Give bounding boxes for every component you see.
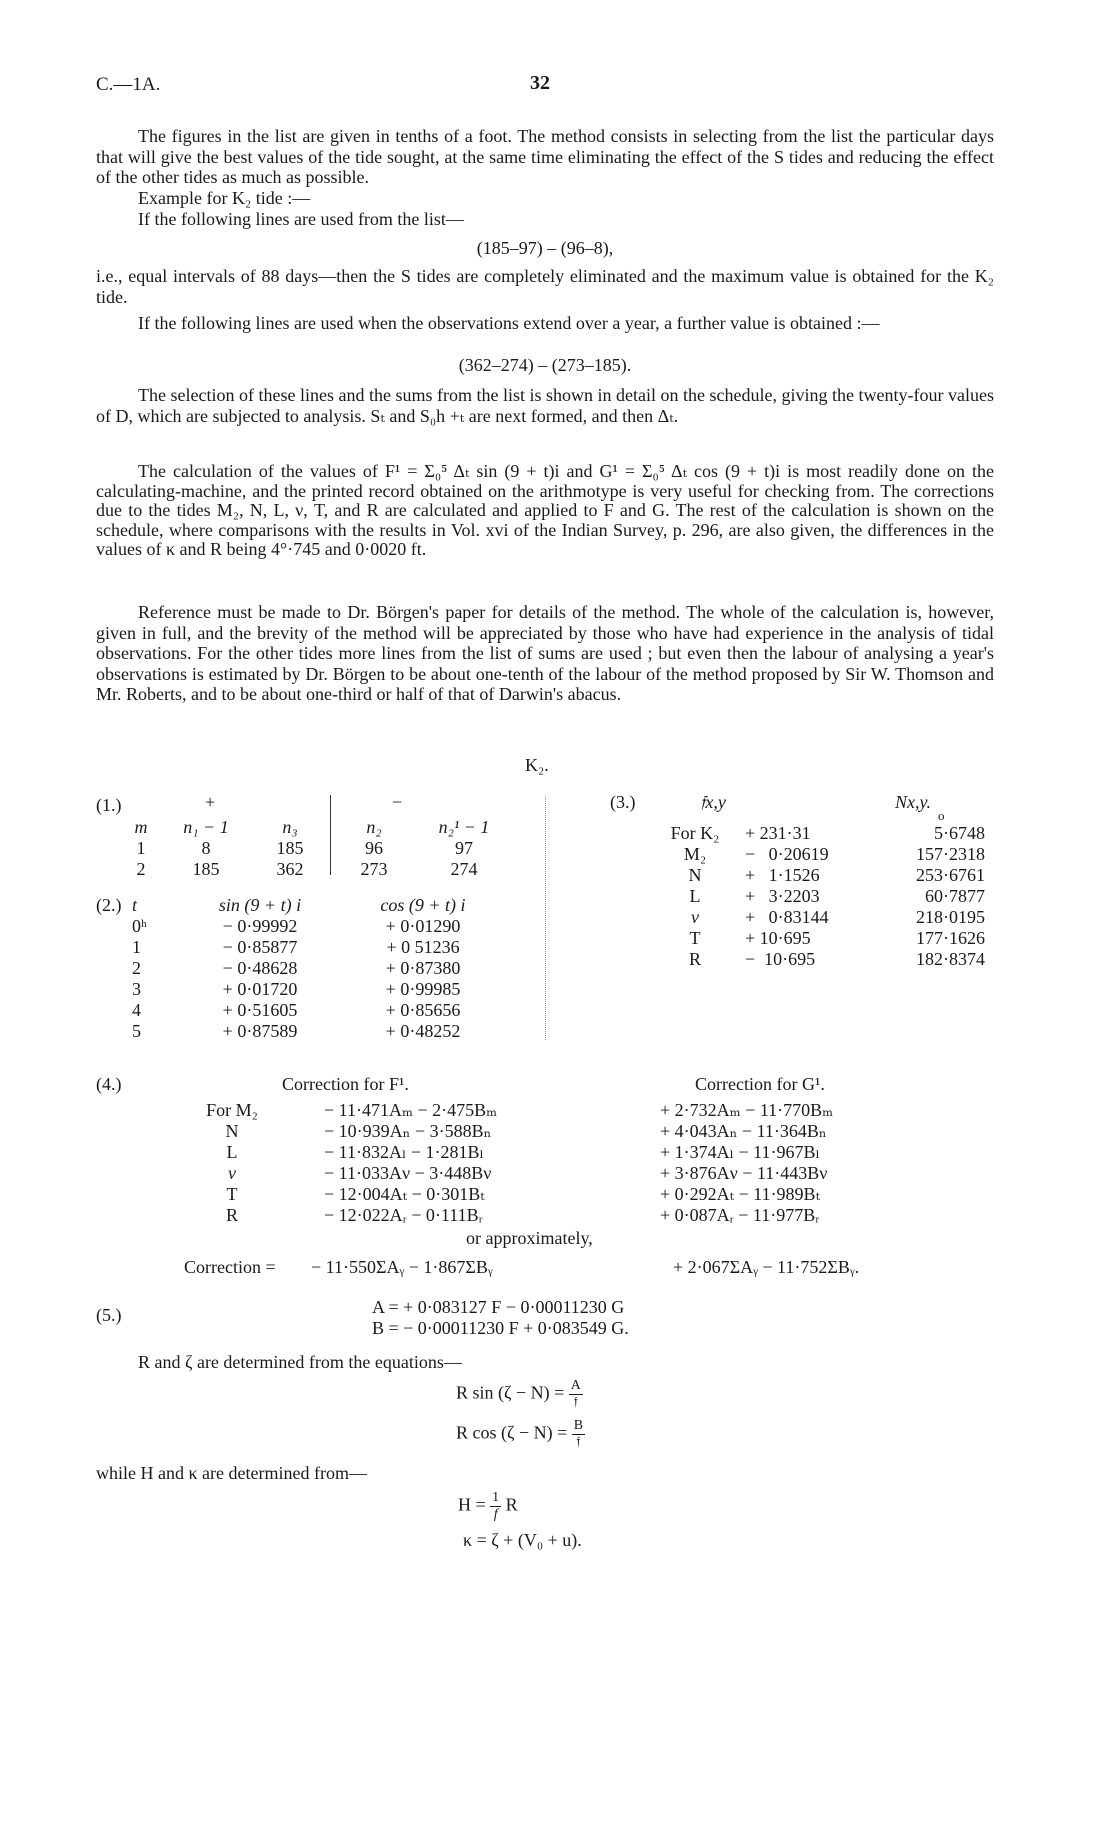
table-cell: − 0·48628: [222, 958, 298, 978]
section-4-table: [196, 1100, 920, 1226]
table-row: [645, 865, 985, 886]
header-n3: n₃: [282, 817, 298, 837]
table-cell: − 0·99992: [222, 916, 298, 936]
section-3-number: (3.): [610, 792, 636, 812]
r-cos-fraction: [572, 1418, 585, 1451]
table-row: [196, 1184, 920, 1205]
r-cos-denominator: 𝔣: [576, 1435, 581, 1450]
table-row: [132, 1000, 498, 1021]
table-cell: − 10·695: [745, 949, 816, 969]
r-sin-denominator: 𝔣: [573, 1395, 578, 1410]
table-cell: + 3·2203: [745, 886, 820, 906]
k2-heading: K₂.: [525, 755, 549, 775]
header-t: t: [132, 895, 138, 915]
table-row: [196, 1100, 920, 1121]
section-1-minus: −: [392, 792, 403, 812]
table-cell: 5: [132, 1021, 141, 1041]
table-header-row: [132, 895, 498, 916]
table-cell: − 11·471Aₘ − 2·475Bₘ: [324, 1100, 498, 1120]
table-cell: 177·1626: [916, 928, 985, 948]
section-3-header-nxy: Nx,y.: [895, 792, 931, 812]
table-cell: + 0·99985: [385, 979, 461, 999]
paragraph-7: The calculation of the values of F¹ = Σ₀⁵ Δₜ sin (9 + t)i and G¹ = Σ₀⁵ Δₜ cos (9 + t)i is most readily done on the calculating-machine, and the printed record obtained on the arithmotype is very useful for checking from. The corrections due to the tides M₂, N, L, ν, T, and R are calculated and applied to F and G. The rest of the calculation is shown on the schedule, where comparisons with the results in Vol. xvi of the Indian Survey, p. 296, are also given, the differences in the values of κ and R being 4°·745 and 0·0020 ft.: [96, 461, 994, 559]
table-cell: 157·2318: [916, 844, 985, 864]
table-cell: + 10·695: [745, 928, 811, 948]
table-cell: + 4·043Aₙ − 11·364Bₙ: [660, 1121, 827, 1141]
table-cell: + 0·83144: [745, 907, 829, 927]
table-cell: For K₂: [670, 823, 720, 843]
section-separator-line: [545, 795, 546, 1040]
table-cell: 185: [192, 859, 220, 879]
section-5-number: (5.): [96, 1305, 122, 1325]
table-cell: + 1·1526: [745, 865, 820, 885]
while-line: while H and κ are determined from—: [96, 1463, 367, 1483]
table-cell: − 11·832Aₗ − 1·281Bₗ: [324, 1142, 484, 1162]
final-intro-line: R and ζ are determined from the equations—: [138, 1352, 462, 1372]
table-cell: 5·6748: [934, 823, 985, 843]
table-cell: + 0 51236: [386, 937, 460, 957]
table-cell: + 0·087Aᵣ − 11·977Bᵣ: [660, 1205, 820, 1225]
table-cell: + 0·51605: [222, 1000, 298, 1020]
equation-b: B = − 0·00011230 F + 0·083549 G.: [372, 1318, 629, 1338]
table-cell: ν: [691, 907, 699, 927]
table-cell: 0ʰ: [132, 916, 147, 936]
table-cell: − 12·004Aₜ − 0·301Bₜ: [324, 1184, 485, 1204]
table-cell: − 0·20619: [745, 844, 829, 864]
section-1-table: [118, 817, 512, 880]
table-cell: T: [689, 928, 701, 948]
table-cell: For M₂: [206, 1100, 258, 1120]
table-cell: 185: [276, 838, 304, 858]
h-denominator: f: [493, 1507, 498, 1522]
table-row: [645, 907, 985, 928]
table-row: [132, 937, 498, 958]
table-row: [645, 823, 985, 844]
table-cell: L: [226, 1142, 238, 1162]
section-2-table: [132, 895, 498, 1042]
header-n2-prime: n₂¹ − 1: [438, 817, 490, 837]
r-cos-equation: [456, 1418, 585, 1451]
degree-mark: o: [938, 808, 945, 823]
table-row: [645, 886, 985, 907]
r-sin-lhs: R sin (ζ − N) =: [456, 1382, 565, 1403]
paragraph-1: The figures in the list are given in tenths of a foot. The method consists in selecting from the list the particular days that will give the best values of the tide sought, at the same time eliminating the effect of the S tides and reducing the effect of the other tides as much as possible.: [96, 126, 994, 187]
page-number: 32: [530, 72, 550, 94]
kappa-equation: κ = ζ + (V₀ + u).: [463, 1530, 582, 1550]
table-row: [132, 958, 498, 979]
table-row: [132, 1021, 498, 1042]
equation-a: A = + 0·083127 F − 0·00011230 G: [372, 1297, 625, 1317]
table-header-row: [118, 817, 512, 838]
table-cell: + 0·48252: [385, 1021, 461, 1041]
correction-g-total: + 2·067ΣAᵧ − 11·752ΣBᵧ.: [673, 1257, 860, 1277]
table-cell: 253·6761: [916, 865, 985, 885]
table-cell: 273: [360, 859, 388, 879]
table-cell: + 231·31: [745, 823, 811, 843]
table-cell: + 2·732Aₘ − 11·770Bₘ: [660, 1100, 834, 1120]
table-cell: 96: [365, 838, 383, 858]
table-cell: 274: [450, 859, 478, 879]
table-cell: 218·0195: [916, 907, 985, 927]
paragraph-6: The selection of these lines and the sums from the list is shown in detail on the schedule, giving the twenty-four values of D, which are subjected to analysis. Sₜ and S₀h +ₜ are next formed, and then Δₜ.: [96, 385, 994, 426]
paragraph-2: Example for K₂ tide :—: [138, 188, 311, 208]
table-cell: − 10·939Aₙ − 3·588Bₙ: [324, 1121, 492, 1141]
h-rhs: R: [505, 1494, 518, 1515]
table-cell: 60·7877: [925, 886, 985, 906]
table-cell: + 0·87589: [222, 1021, 298, 1041]
r-sin-fraction: [569, 1378, 583, 1411]
table-row: [645, 844, 985, 865]
table-cell: R: [688, 949, 701, 969]
table-row: [132, 979, 498, 1000]
table-cell: 2: [132, 958, 141, 978]
table-row: [196, 1163, 920, 1184]
table-cell: T: [226, 1184, 238, 1204]
table-cell: N: [225, 1121, 239, 1141]
table-cell: 4: [132, 1000, 141, 1020]
table-cell: − 11·033Aν − 3·448Bν: [324, 1163, 492, 1183]
header-n1: n₁ − 1: [183, 817, 229, 837]
r-sin-equation: [456, 1378, 583, 1411]
section-3-header-fxy: 𝔣x,y: [700, 792, 726, 812]
table-cell: 3: [132, 979, 141, 999]
table-cell: 1: [136, 838, 146, 858]
table-row: [132, 916, 498, 937]
r-cos-lhs: R cos (ζ − N) =: [456, 1422, 568, 1443]
table-cell: L: [689, 886, 701, 906]
table-cell: − 0·85877: [222, 937, 298, 957]
table-cell: + 0·292Aₜ − 11·989Bₜ: [660, 1184, 821, 1204]
table-row: [196, 1121, 920, 1142]
header-sin: sin (9 + t) i: [218, 895, 302, 915]
section-3-table: [645, 823, 985, 970]
table-row: [118, 838, 512, 859]
table-cell: − 12·022Aᵣ − 0·111Bᵣ: [324, 1205, 483, 1225]
header-cos: cos (9 + t) i: [380, 895, 466, 915]
table-row: [196, 1205, 920, 1226]
table-cell: N: [688, 865, 702, 885]
header-n2: n₂: [366, 817, 382, 837]
r-cos-numerator: B: [573, 1418, 584, 1433]
approximately-note: or approximately,: [466, 1228, 593, 1248]
section-2-number: (2.): [96, 895, 122, 915]
table-cell: 2: [136, 859, 146, 879]
table-cell: 97: [455, 838, 473, 858]
table-row: [645, 949, 985, 970]
section-1-plus: +: [205, 792, 216, 812]
correction-g-header: Correction for G¹.: [695, 1074, 825, 1094]
table-cell: 362: [276, 859, 304, 879]
equation-1: (185–97) – (96–8),: [476, 238, 614, 258]
section-1-number: (1.): [96, 795, 122, 815]
correction-f-total: − 11·550ΣAᵧ − 1·867ΣBᵧ: [311, 1257, 493, 1277]
paragraph-4: i.e., equal intervals of 88 days—then the S tides are completely eliminated and the maximum value is obtained for the K₂ tide.: [96, 266, 994, 307]
table-cell: R: [225, 1205, 238, 1225]
paragraph-5: If the following lines are used when the observations extend over a year, a further value is obtained :—: [138, 313, 880, 333]
r-sin-numerator: A: [570, 1378, 581, 1393]
table-cell: 182·8374: [916, 949, 985, 969]
table-cell: + 0·85656: [385, 1000, 461, 1020]
h-fraction: [490, 1490, 501, 1523]
table-cell: + 0·01290: [385, 916, 461, 936]
correction-label: Correction =: [184, 1257, 276, 1277]
table-row: [645, 928, 985, 949]
paragraph-3: If the following lines are used from the list—: [138, 209, 464, 229]
table-cell: 8: [201, 838, 211, 858]
table-row: [196, 1142, 920, 1163]
table-cell: ν: [228, 1163, 236, 1183]
table-cell: + 3·876Aν − 11·443Bν: [660, 1163, 828, 1183]
table-cell: 1: [132, 937, 141, 957]
table-cell: + 0·87380: [385, 958, 461, 978]
h-numerator: 1: [492, 1490, 500, 1505]
table-cell: + 1·374Aₗ − 11·967Bₗ: [660, 1142, 820, 1162]
table-row: [118, 859, 512, 880]
table-cell: + 0·01720: [222, 979, 298, 999]
section-4-number: (4.): [96, 1074, 122, 1094]
h-lhs: H =: [458, 1494, 486, 1515]
correction-f-header: Correction for F¹.: [282, 1074, 409, 1094]
paragraph-8: Reference must be made to Dr. Börgen's paper for details of the method. The whole of the calculation is, however, given in full, and the brevity of the method will be appreciated by those who have had experience in the analysis of tidal observations. For the other tides more lines from the list of sums are used ; but even then the labour of analysing a year's observations is estimated by Dr. Börgen to be about one-tenth of the labour of the method proposed by Sir W. Thomson and Mr. Roberts, and to be about one-third or half of that of Darwin's abacus.: [96, 602, 994, 704]
header-m: m: [134, 817, 148, 837]
h-equation: [458, 1490, 518, 1523]
table-cell: M₂: [683, 844, 707, 864]
equation-2: (362–274) – (273–185).: [458, 355, 632, 375]
page-code: C.—1A.: [96, 74, 161, 95]
